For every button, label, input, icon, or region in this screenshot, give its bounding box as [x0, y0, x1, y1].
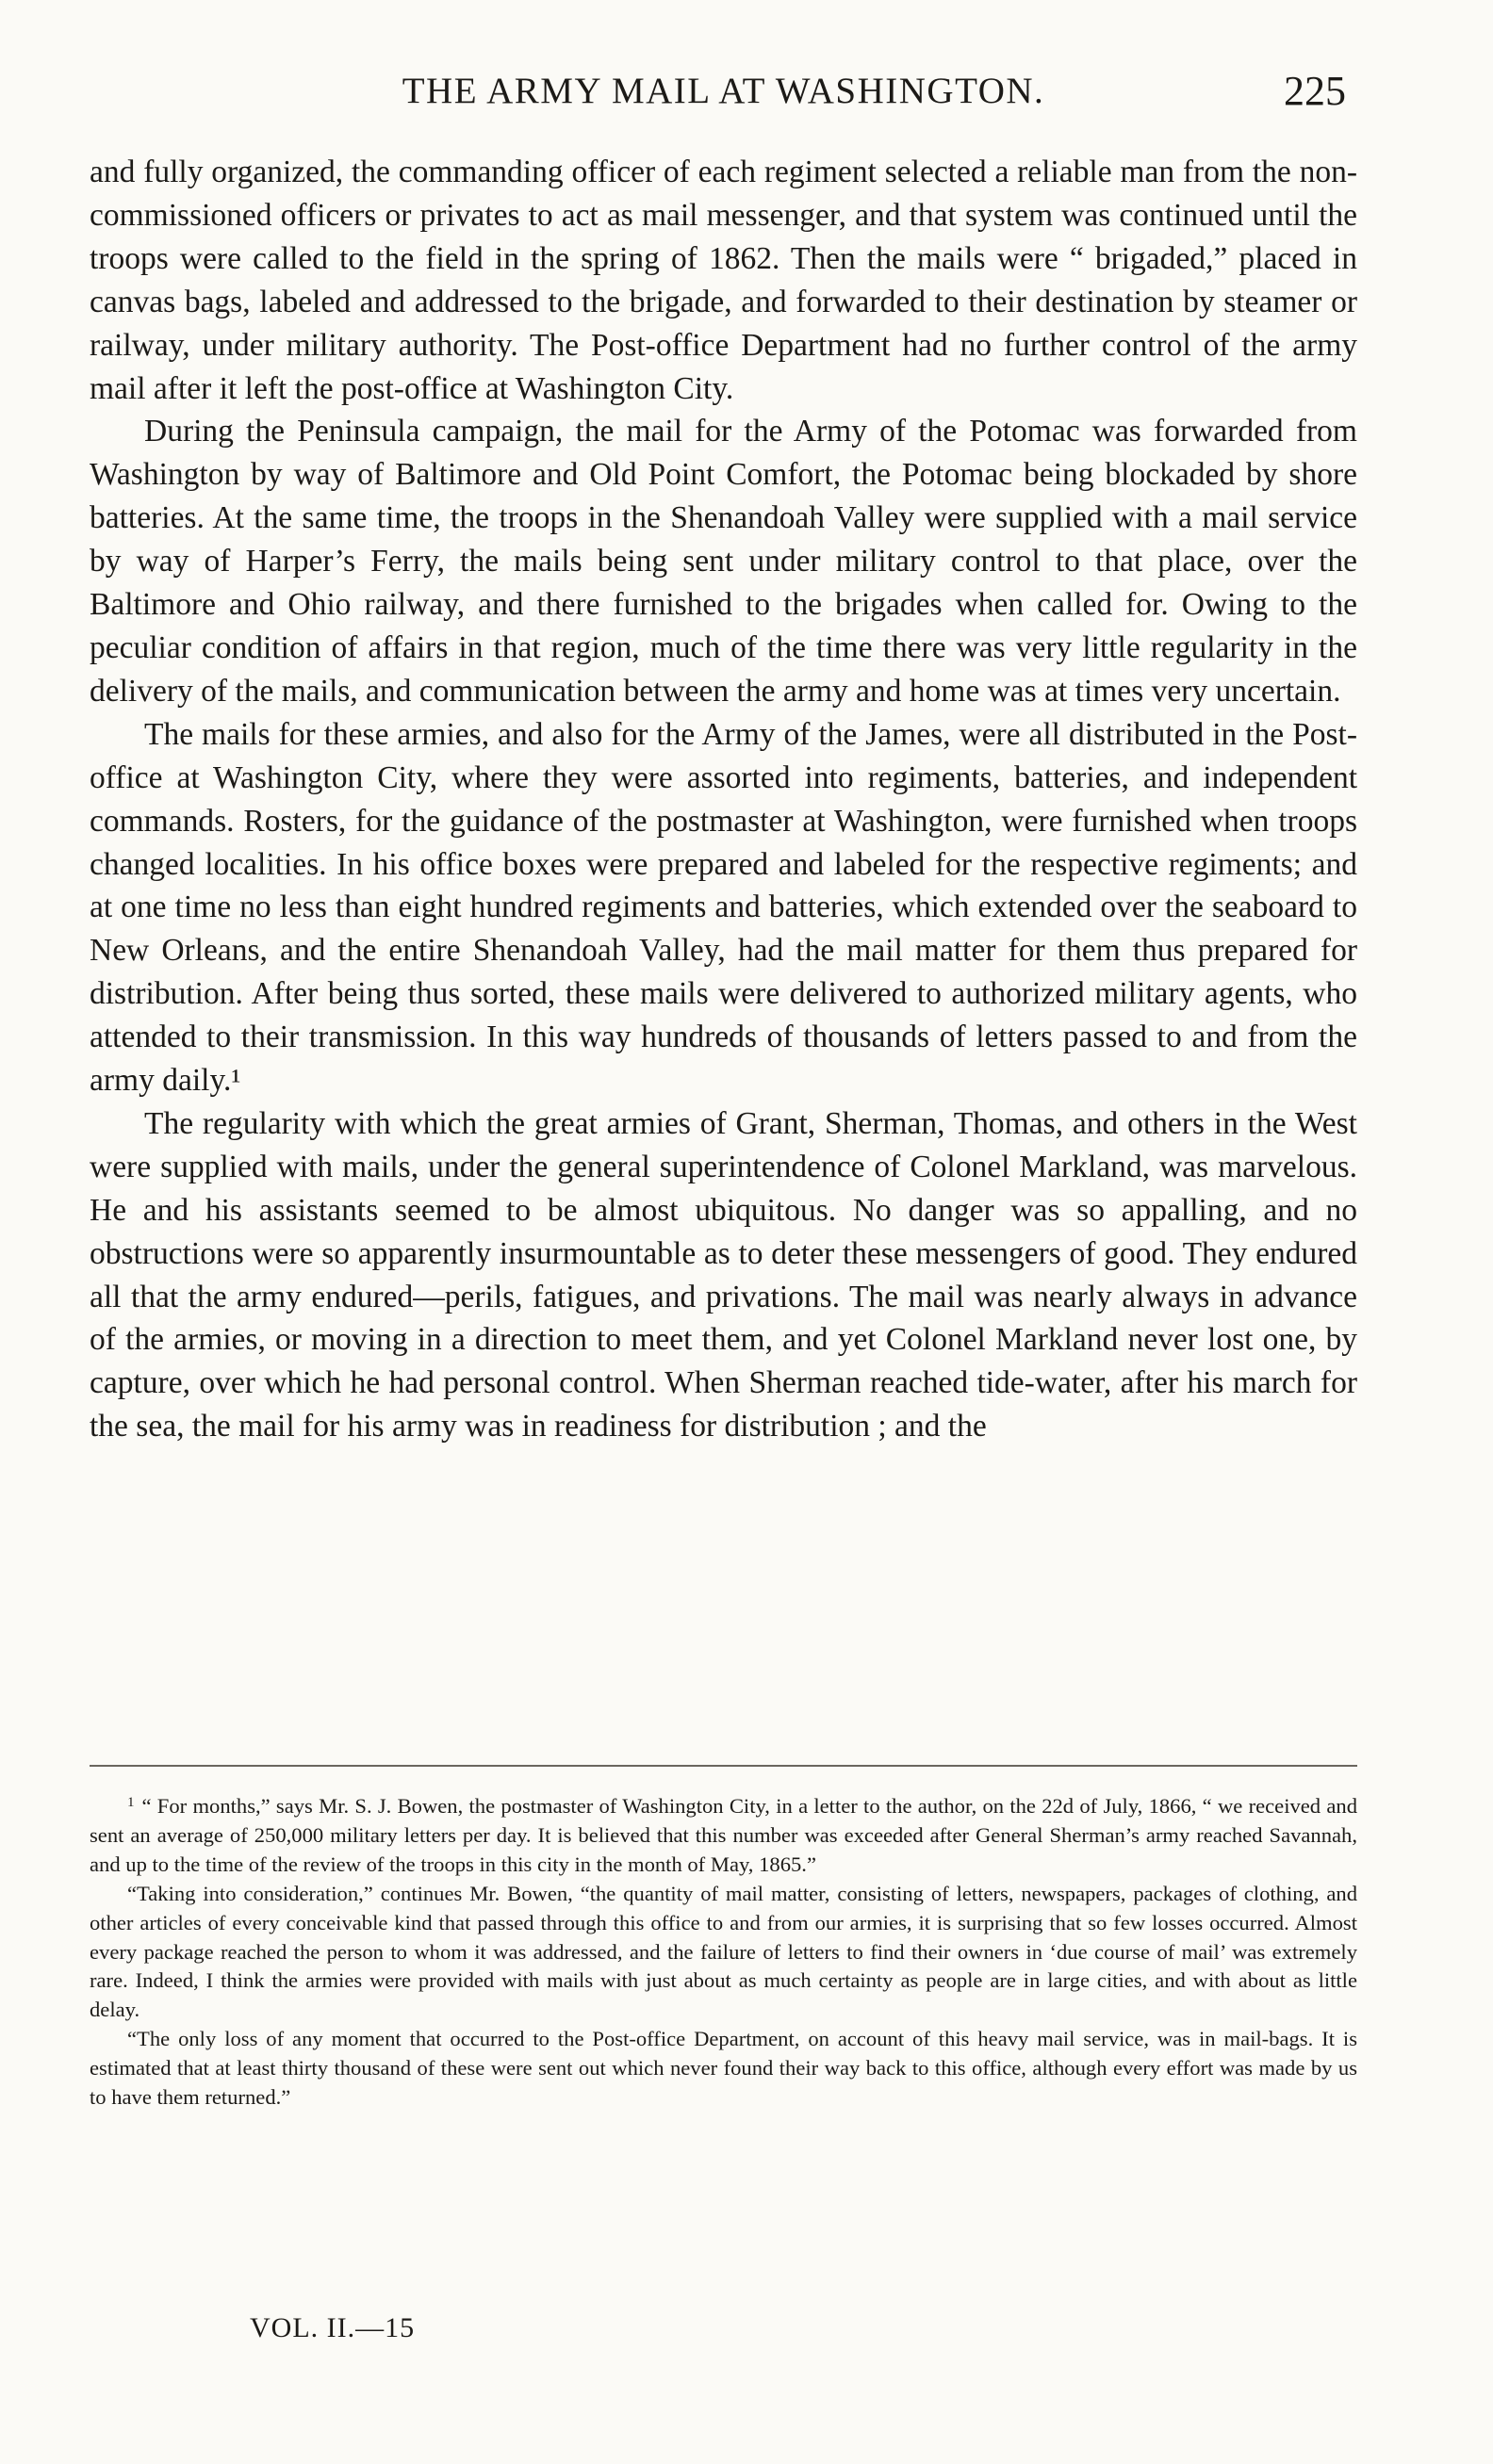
footnote-paragraph — [90, 1788, 1357, 1880]
body-paragraph: During the Peninsula campaign, the mail for the Army of the Potomac was forwarded from Washington by way of Baltimore and Old Point Comfort, the Potomac being blockaded by shore batteries. At the same time, the troops in the Shenandoah Valley were supplied with a mail service by way of Harper’s Ferry, the mails being sent under military control to that place, over the Baltimore and Ohio railway, and there furnished to the brigades when called for. Owing to the peculiar condition of affairs in that region, much of the time there was very little regularity in the delivery of the mails, and communication between the army and home was at times very uncertain. — [90, 414, 1357, 709]
footnote-text: “ For months,” says Mr. S. J. Bowen, the postmaster of Washington City, in a letter to the author, on the 22d of July, 1866, “ we received and sent an average of 250,000 military letters per day. It is believed that this number was exceeded after General Sherman’s army reached Savannah, and up to the time of the review of the troops in this city in the month of May, 1865.” — [90, 1794, 1357, 1876]
footnotes — [90, 1788, 1357, 2113]
volume-signature: VOL. II.—15 — [250, 2312, 416, 2343]
running-title: THE ARMY MAIL AT WASHINGTON. — [402, 71, 1045, 111]
footnote-paragraph: “The only loss of any moment that occurred to the Post-office Department, on account of this heavy mail service, was in mail-bags. It is estimated that at least thirty thousand of these were sent out which never found their way back to this office, although every effort was made by us to have them returned.” — [90, 2027, 1357, 2110]
body-paragraph: The mails for these armies, and also for the Army of the James, were all distributed in the Post-office at Washington City, where they were assorted into regiments, batteries, and independent commands. Rosters, for the guidance of the postmaster at Washington, were furnished when troops changed localities. In his office boxes were prepared and labeled for the respective regiments; and at one time no less than eight hundred regiments and batteries, which extended over the seaboard to New Orleans, and the entire Shenandoah Valley, had the mail matter for them thus prepared for distribution. After being thus sorted, these mails were delivered to authorized military agents, who attended to their transmission. In this way hundreds of thousands of letters passed to and from the army daily.¹ — [90, 716, 1357, 1099]
book-page — [90, 0, 1357, 2464]
footnote-marker: 1 — [127, 1795, 135, 1810]
body-paragraph: and fully organized, the commanding officer of each regiment selected a reliable man from the non-commissioned officers or privates to act as mail messenger, and that system was continued until the troops were called to the field in the spring of 1862. Then the mails were “ brigaded,” placed in canvas bags, labeled and addressed to the brigade, and forwarded to their destination by steamer or railway, under military authority. The Post-office Department had no further control of the army mail after it left the post-office at Washington City. — [90, 155, 1357, 406]
footnote-paragraph: “Taking into consideration,” continues Mr. Bowen, “the quantity of mail matter, consisting of letters, newspapers, packages of clothing, and other articles of every conceivable kind that passed through this office to and from our armies, it is surprising that so few losses occurred. Almost every package reached the person to whom it was addressed, and the failure of letters to find their owners in ‘due course of mail’ was extremely rare. Indeed, I think the armies were provided with mails with just about as much certainty as people are in large cities, and with about as little delay. — [90, 1881, 1357, 2022]
body-text — [90, 151, 1357, 1448]
body-paragraph: The regularity with which the great armies of Grant, Sherman, Thomas, and others in the West were supplied with mails, under the general superintendence of Colonel Markland, was marvelous. He and his assistants seemed to be almost ubiquitous. No danger was so appalling, and no obstructions were so apparently insurmountable as to deter these messengers of good. They endured all that the army endured—perils, fatigues, and privations. The mail was nearly always in advance of the armies, or moving in a direction to meet them, and yet Colonel Markland never lost one, by capture, over which he had personal control. When Sherman reached tide-water, after his march for the sea, the mail for his army was in readiness for distribution ; and the — [90, 1105, 1357, 1444]
running-head — [90, 68, 1357, 115]
footnote-divider — [90, 1765, 1357, 1767]
page-number: 225 — [1284, 68, 1346, 114]
